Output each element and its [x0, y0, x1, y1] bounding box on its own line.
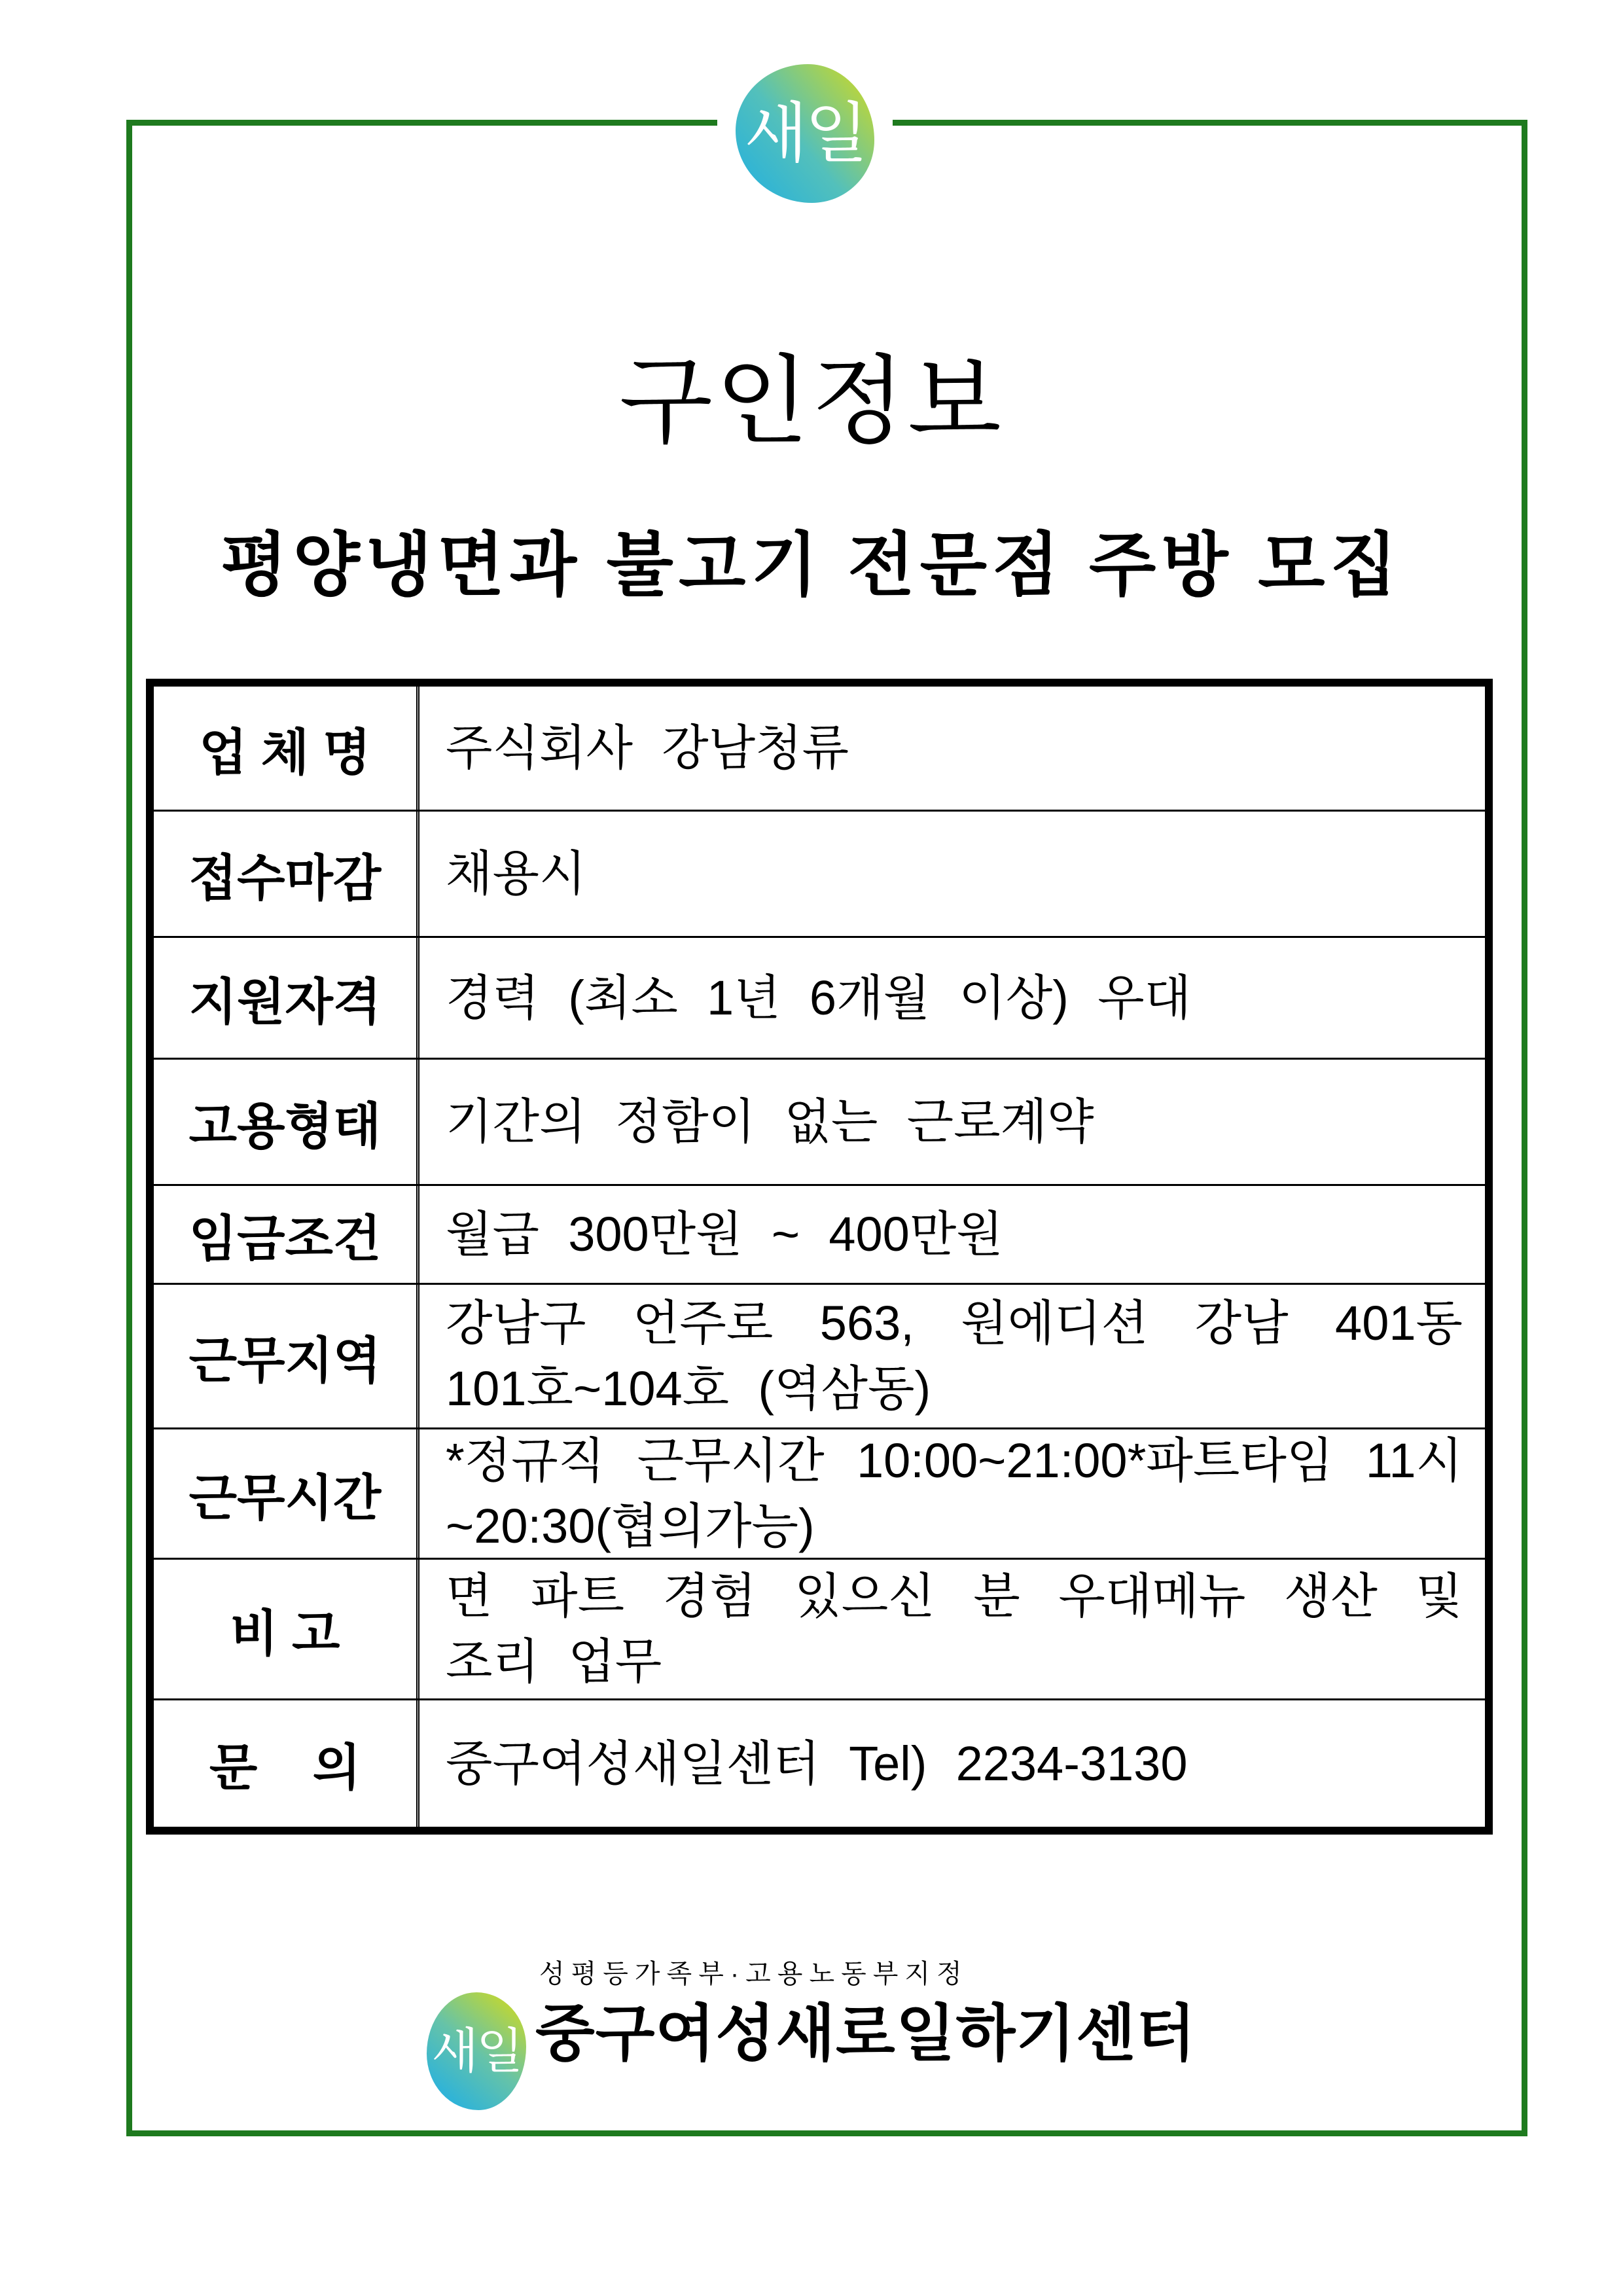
row-value: 기간의 정함이 없는 근로계약 [446, 1094, 1094, 1149]
row-label: 문 의 [154, 1700, 419, 1827]
table-row [154, 1184, 1485, 1283]
table-row [154, 687, 1485, 810]
page-title: 구인정보 [619, 348, 1004, 456]
table-row [154, 1698, 1485, 1827]
seil-logo-text: 새일 [744, 97, 866, 170]
row-value: 면 파트 경험 있으신 분 우대메뉴 생산 및 조리 업무 [446, 1569, 1463, 1689]
row-value: 월급 300만원 ~ 400만원 [446, 1207, 1003, 1262]
seil-logo-icon [427, 1992, 526, 2110]
table-row [154, 1558, 1485, 1698]
footer-logo-block [427, 1961, 1196, 2110]
row-label: 임금조건 [154, 1186, 419, 1283]
row-value: 주식회사 강남청류 [446, 721, 849, 776]
seil-logo-text: 새일 [431, 2024, 522, 2078]
job-info-table [146, 679, 1493, 1835]
row-label: 지원자격 [154, 938, 419, 1058]
table-row [154, 810, 1485, 936]
seil-logo-top [717, 64, 893, 203]
table-row [154, 1058, 1485, 1184]
table-row [154, 1283, 1485, 1427]
center-name: 중구여성새로일하기센터 [535, 1999, 1196, 2068]
row-value: 경력 (최소 1년 6개월 이상) 우대 [446, 970, 1192, 1025]
row-value: 중구여성새일센터 Tel) 2234-3130 [446, 1736, 1188, 1791]
row-label: 근무시간 [154, 1429, 419, 1558]
row-value: 강남구 언주로 563, 원에디션 강남 401동 101호~104호 (역삼동) [446, 1296, 1463, 1416]
row-label: 근무지역 [154, 1285, 419, 1427]
row-label: 비 고 [154, 1560, 419, 1698]
row-label: 업 체 명 [154, 687, 419, 810]
row-label: 고용형태 [154, 1060, 419, 1184]
table-row [154, 936, 1485, 1058]
row-value: *정규직 근무시간 10:00~21:00*파트타임 11시~20:30(협의가능) [446, 1433, 1463, 1553]
page-subtitle: 평양냉면과 불고기 전문점 주방 모집 [221, 527, 1402, 604]
footer-text-block [535, 1960, 1196, 2068]
table-row [154, 1427, 1485, 1558]
ministry-designation: 성평등가족부·고용노동부지정 [539, 1960, 969, 1988]
seil-logo-icon [736, 64, 874, 203]
row-value: 채용시 [446, 846, 586, 901]
row-label: 접수마감 [154, 812, 419, 936]
